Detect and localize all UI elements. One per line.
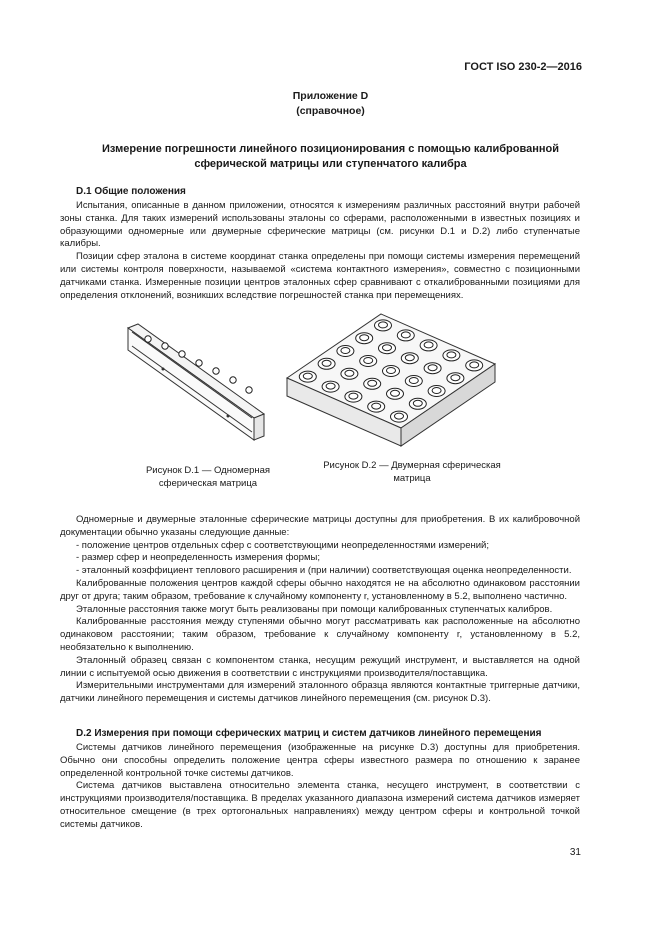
sphere (409, 378, 418, 384)
page-number: 31 (569, 847, 581, 858)
paragraph: Испытания, описанные в данном приложении, относятся к измерениям различных расстояний внутри рабочей зоны станка. Для таких измерений использованы эталоны со сферами, расположенными в известных позициях и образующими одномерные или двумерные сферические матрицы (см. рисунки D.1 и D.2) либо ступенчатые калибры. (60, 200, 580, 250)
sphere (395, 413, 404, 419)
paragraph: Измерительными инструментами для измерений эталонного образца являются контактные триггерные датчики, датчики линейного перемещения и системы датчиков линейного перемещения (см. рисунок D.3). (60, 680, 580, 705)
figure-d2-caption-line1: Рисунок D.2 — Двумерная сферическая (323, 460, 501, 471)
figure-d2-ball-plate (285, 312, 505, 457)
figure-d2-caption-line2: матрица (393, 473, 431, 484)
sphere (451, 375, 460, 381)
sphere (364, 358, 373, 364)
paragraph: Одномерные и двумерные эталонные сферические матрицы доступны для приобретения. В их калибровочной документации обычно указаны следующие данные: (60, 514, 580, 538)
sphere (303, 373, 312, 379)
list-item: - положение центров отдельных сфер с соответствующими неопределенностями измерений; (76, 539, 489, 551)
sphere (360, 335, 369, 341)
sphere (322, 360, 331, 366)
paragraph: Система датчиков выставлена относительно элемента станка, несущего инструмент, в соответствии с инструкциями производителя/поставщика. В пределах указанного диапазона измерений система датчиков измеряет относительное смещение (в трех ортогональных направлениях) между центром сферы и контрольной точкой системы датчиков. (60, 780, 580, 830)
sphere (368, 380, 377, 386)
figure-d1-ball-bar (118, 318, 278, 444)
paragraph: Калиброванные расстояния между ступенями обычно могут рассматривать как расположенные на абсолютно одинаковом расстоянии; таким образом, требование к случайному компоненту r, установленному в 5.2, необязательно к выполнению. (60, 616, 580, 653)
body-text (60, 514, 580, 706)
paragraph: Эталонный образец связан с компонентом станка, несущим режущий инструмент, и выставляется на одной линии с испытуемой осью движения в соответствии с инструкциями производителя/поставщика. (60, 654, 580, 679)
figure-d1-caption-line1: Рисунок D.1 — Одномерная (145, 465, 271, 476)
sphere (391, 390, 400, 396)
document-title-line2: сферической матрицы или ступенчатого калибра (194, 158, 467, 170)
figure-d2-caption (312, 459, 512, 485)
standard-number: ГОСТ ISO 230-2—2016 (464, 61, 582, 73)
section-d1-text (60, 200, 580, 302)
annex-subtitle: (справочное) (296, 105, 365, 117)
sphere (372, 403, 381, 409)
section-d1-heading: D.1 Общие положения (76, 186, 186, 197)
paragraph: Позиции сфер эталона в системе координат станка определены при помощи системы измерения перемещений или системы контроля поверхности, называемой «система контактного измерения», совместно с позиционными датчиками станка. Измеренные позиции центров эталонных сфер сравнивают с откалиброванными позициями для определения отклонений, возникших вследствие погрешностей станка при перемещениях. (60, 251, 580, 301)
sphere (405, 355, 414, 361)
sphere (428, 365, 437, 371)
sphere (401, 332, 410, 338)
sphere (383, 345, 392, 351)
sphere (447, 352, 456, 358)
list-item: - эталонный коэффициент теплового расширения и (при наличии) соответствующая оценка неопределенности. (76, 565, 572, 577)
sphere (432, 388, 441, 394)
sphere (413, 400, 422, 406)
sphere (424, 342, 433, 348)
paragraph: Эталонные расстояния также могут быть реализованы при помощи калиброванных ступенчатых калибров. (76, 603, 553, 615)
figure-d1-caption (128, 464, 288, 490)
list-item: - размер сфер и неопределенность измерения формы; (76, 552, 320, 564)
sphere (345, 370, 354, 376)
document-title-line1: Измерение погрешности линейного позиционирования с помощью калиброванной (102, 143, 559, 155)
sphere (341, 348, 350, 354)
section-d2-heading: D.2 Измерения при помощи сферических матриц и систем датчиков линейного перемещения (76, 728, 542, 739)
annex-title: Приложение D (292, 90, 369, 102)
section-d2-text (60, 742, 580, 832)
sphere (349, 393, 358, 399)
paragraph: Системы датчиков линейного перемещения (изображенные на рисунке D.3) доступны для приобретения. Обычно они способны определить положение центра сферы известного размера по отношению к заранее определенной контрольной точке системы датчиков. (60, 742, 580, 779)
sphere (326, 383, 335, 389)
figure-d1-caption-line2: сферическая матрица (158, 478, 258, 489)
sphere (470, 362, 479, 368)
sphere (387, 368, 396, 374)
paragraph: Калиброванные положения центров каждой сферы обычно находятся не на абсолютно одинаковом расстоянии друг от друга; таким образом, требование к случайному компоненту r, установленному в 5.2, выполнено частично. (60, 577, 580, 602)
sphere (379, 322, 388, 328)
